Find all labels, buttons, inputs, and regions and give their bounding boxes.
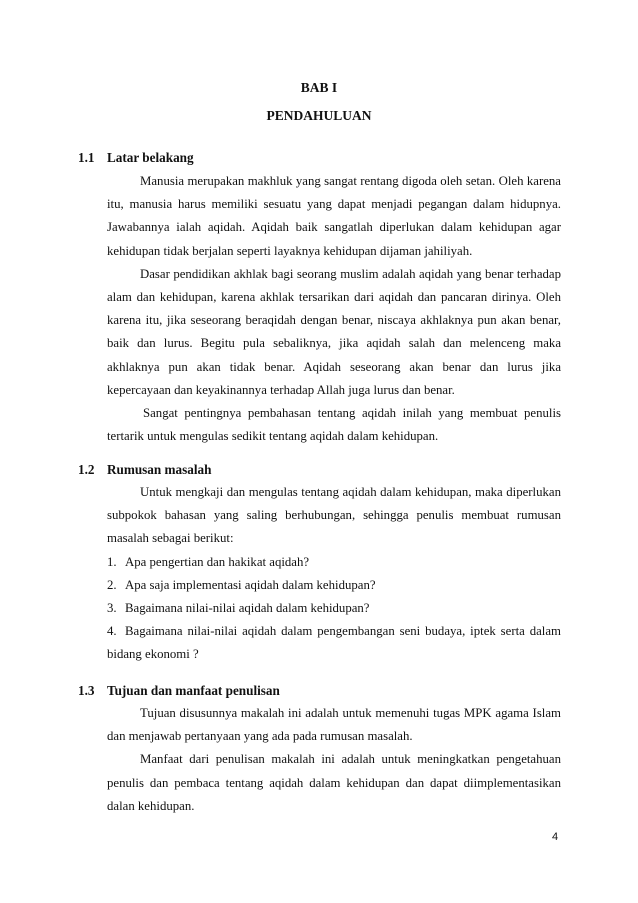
paragraph: Untuk mengkaji dan mengulas tentang aqidah dalam kehidupan, maka diperlukan subpokok bahasan yang saling berhubungan, sehingga penulis membuat rumusan masalah sebagai berikut: [107, 485, 561, 546]
section-number: 1.1 [78, 150, 95, 165]
list-text: Bagaimana nilai-nilai aqidah dalam pengembangan seni budaya, iptek serta dalam bidang ekonomi ? [107, 624, 561, 662]
list-number: 4. [107, 624, 117, 639]
problem-list [107, 551, 561, 667]
list-number: 3. [107, 601, 117, 616]
list-number: 1. [107, 554, 117, 569]
paragraph: Sangat pentingnya pembahasan tentang aqidah inilah yang membuat penulis tertarik untuk mengulas sedikit tentang aqidah dalam kehidupan. [107, 406, 561, 444]
section-body-1-1 [107, 170, 561, 448]
section-number: 1.2 [78, 462, 95, 477]
list-text: Apa saja implementasi aqidah dalam kehidupan? [125, 577, 376, 592]
section-heading-1-2 [78, 462, 211, 478]
list-item [107, 574, 561, 597]
list-text: Bagaimana nilai-nilai aqidah dalam kehidupan? [125, 601, 370, 616]
page-number: 4 [552, 831, 559, 843]
chapter-number: BAB I [300, 80, 338, 95]
section-body-1-3 [107, 702, 561, 818]
list-item [107, 597, 561, 620]
section-title: Tujuan dan manfaat penulisan [107, 683, 280, 698]
section-body-1-2 [107, 481, 561, 667]
paragraph: Manfaat dari penulisan makalah ini adalah untuk meningkatkan pengetahuan penulis dan pembaca tentang aqidah dalam kehidupan dan dapat diimplementasikan dalan kehidupan. [107, 752, 561, 813]
section-title: Latar belakang [107, 150, 194, 165]
section-heading-1-3 [78, 683, 280, 699]
list-number: 2. [107, 577, 117, 592]
section-number: 1.3 [78, 683, 95, 698]
paragraph: Manusia merupakan makhluk yang sangat rentang digoda oleh setan. Oleh karena itu, manusia harus memiliki sesuatu yang dapat menjadi pegangan dalam hidupnya. Jawabannya ialah aqidah. Aqidah baik sangatlah diperlukan dalam kehidupan agar kehidupan tidak berjalan seperti layaknya kehidupan dijaman jahiliyah. [107, 174, 561, 258]
section-heading-1-1 [78, 150, 194, 166]
list-text: Apa pengertian dan hakikat aqidah? [125, 554, 310, 569]
chapter-title: PENDAHULUAN [266, 108, 372, 123]
paragraph: Dasar pendidikan akhlak bagi seorang muslim adalah aqidah yang benar terhadap alam dan kehidupan, karena akhlak tersarikan dari aqidah dan pancaran dirinya. Oleh karena itu, jika seseorang beraqidah dengan benar, niscaya akhlaknya pun akan benar, baik dan lurus. Begitu pula sebaliknya, jika aqidah salah dan melenceng maka akhlaknya pun akan tidak benar. Aqidah seseorang akan benar dan lurus jika kepercayaan dan keyakinannya terhadap Allah juga lurus dan benar. [107, 266, 561, 397]
list-item [107, 551, 561, 574]
section-title: Rumusan masalah [107, 462, 212, 477]
list-item [107, 620, 561, 666]
paragraph: Tujuan disusunnya makalah ini adalah untuk memenuhi tugas MPK agama Islam dan menjawab pertanyaan yang ada pada rumusan masalah. [107, 706, 561, 744]
